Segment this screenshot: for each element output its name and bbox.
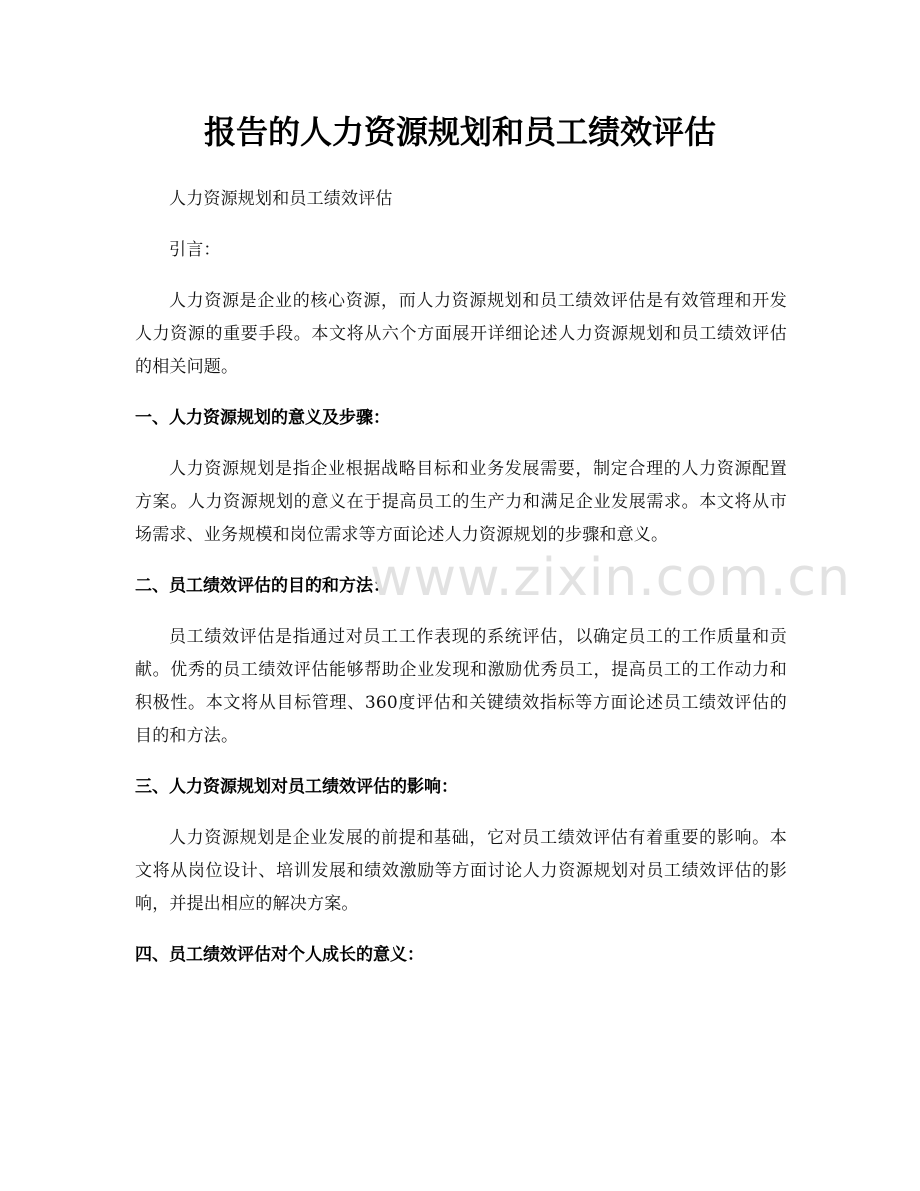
- section-heading-2: 二、员工绩效评估的目的和方法：: [135, 576, 390, 596]
- section-heading-3: 三、人力资源规划对员工绩效评估的影响：: [135, 777, 458, 797]
- intro-label: 引言：: [169, 240, 221, 260]
- intro-paragraph: 人力资源是企业的核心资源，而人力资源规划和员工绩效评估是有效管理和开发人力资源的重要手段。本文将从六个方面展开详细论述人力资源规划和员工绩效评估的相关问题。: [135, 291, 787, 377]
- section-heading-1: 一、人力资源规划的意义及步骤：: [135, 408, 390, 428]
- document-body: [135, 183, 787, 990]
- section-heading-4: 四、员工绩效评估对个人成长的意义：: [135, 945, 424, 965]
- watermark: www.zixin.com.cn: [370, 548, 851, 608]
- subtitle: 人力资源规划和员工绩效评估: [169, 189, 393, 209]
- page-title: 报告的人力资源规划和员工绩效评估: [203, 113, 716, 151]
- section-body-3: 人力资源规划是企业发展的前提和基础，它对员工绩效评估有着重要的影响。本文将从岗位设计、培训发展和绩效激励等方面讨论人力资源规划对员工绩效评估的影响，并提出相应的解决方案。: [135, 828, 787, 914]
- section-body-2: 员工绩效评估是指通过对员工工作表现的系统评估，以确定员工的工作质量和贡献。优秀的员工绩效评估能够帮助企业发现和激励优秀员工，提高员工的工作动力和积极性。本文将从目标管理、360度评估和关键绩效指标等方面论述员工绩效评估的目的和方法。: [135, 627, 787, 746]
- section-body-1: 人力资源规划是指企业根据战略目标和业务发展需要，制定合理的人力资源配置方案。人力资源规划的意义在于提高员工的生产力和满足企业发展需求。本文将从市场需求、业务规模和岗位需求等方面论述人力资源规划的步骤和意义。: [135, 459, 787, 545]
